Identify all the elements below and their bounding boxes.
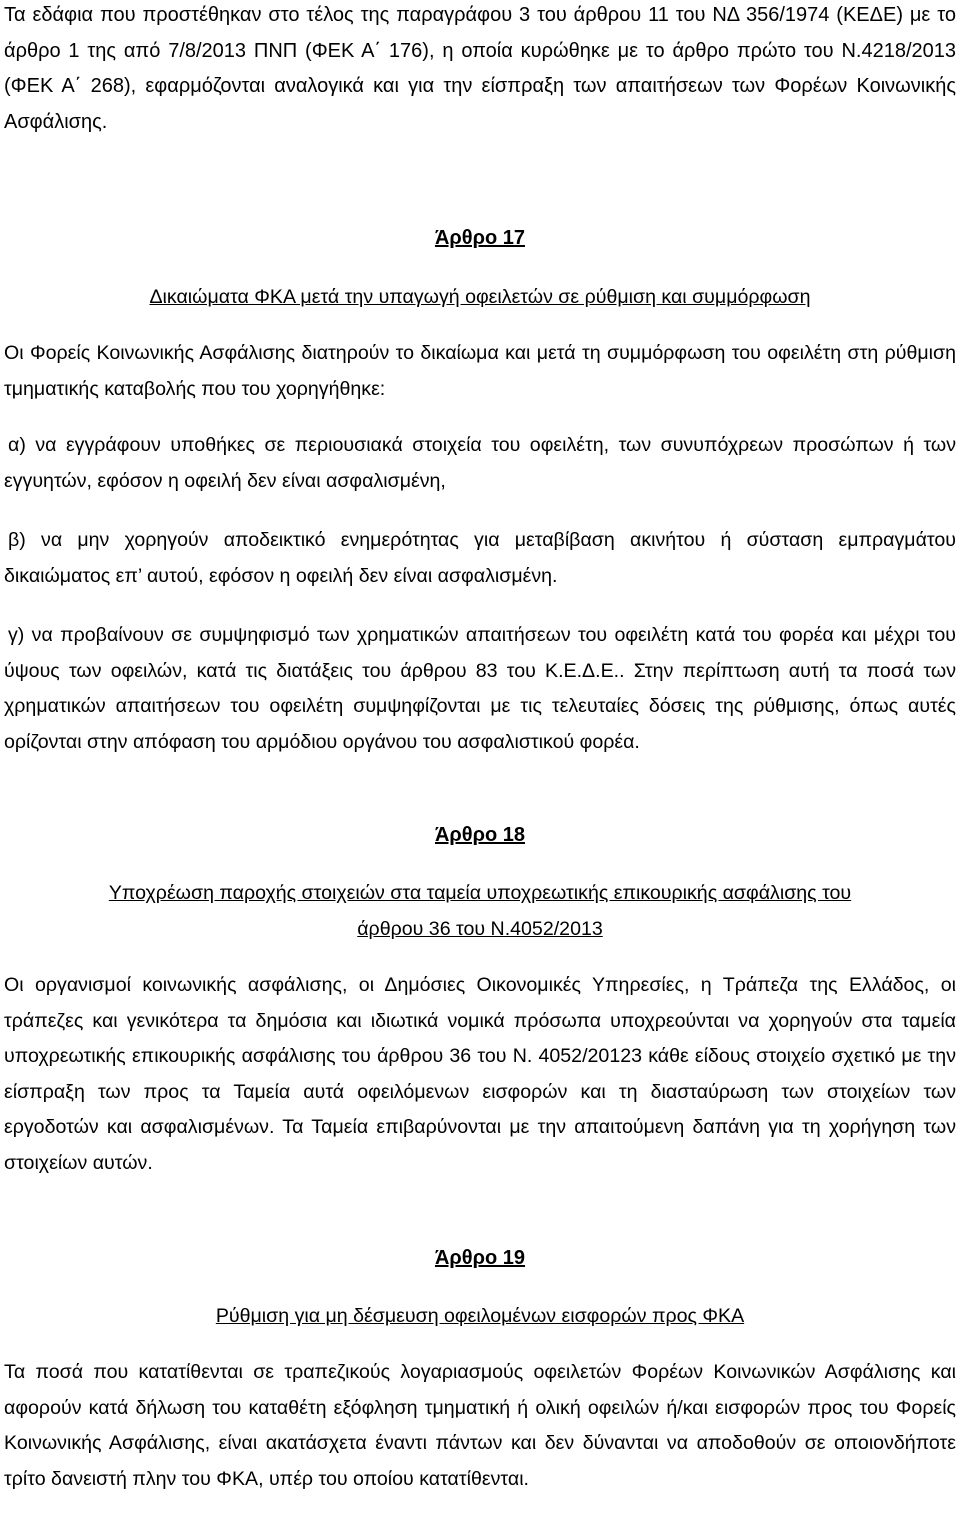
article-17-item-a: α) να εγγράφουν υποθήκες σε περιουσιακά στοιχεία του οφειλέτη, των συνυπόχρεων προσώπων ή των εγγυητών, εφόσον η οφειλή δεν είναι ασφαλισμένη,	[4, 434, 956, 492]
intro-paragraph: Τα εδάφια που προστέθηκαν στο τέλος της παραγράφου 3 του άρθρου 11 του ΝΔ 356/1974 (ΚΕΔΕ) με το άρθρο 1 της από 7/8/2013 ΠΝΠ (ΦΕΚ Α΄ 176), η οποία κυρώθηκε με το άρθρο πρώτο του Ν.4218/2013 (ΦΕΚ Α΄ 268), εφαρμόζονται αναλογικά και για την είσπραξη των απαιτήσεων των Φορέων Κοινωνικής Ασφάλισης.	[4, 4, 956, 133]
article-17-subtitle: Δικαιώματα ΦΚΑ μετά την υπαγωγή οφειλετών σε ρύθμιση και συμμόρφωση	[149, 286, 811, 308]
article-19-subtitle: Ρύθμιση για μη δέσμευση οφειλομένων εισφορών προς ΦΚΑ	[215, 1305, 745, 1327]
article-18-subtitle-line-2: άρθρου 36 του Ν.4052/2013	[357, 918, 603, 940]
article-19-paragraph: Τα ποσά που κατατίθενται σε τραπεζικούς λογαριασμούς οφειλετών Φορέων Κοινωνικών Ασφάλισης και αφορούν κατά δήλωση του καταθέτη εξόφληση τμηματική ή ολική οφειλών ή/και εισφορών προς του Φορείς Κοινωνικής Ασφάλισης, είναι ακατάσχετα έναντι πάντων και δεν δύνανται να αποδοθούν σε οποιονδήποτε τρίτο δανειστή πλην του ΦΚΑ, υπέρ του οποίου κατατίθενται.	[4, 1361, 956, 1490]
article-17-paragraph-intro: Οι Φορείς Κοινωνικής Ασφάλισης διατηρούν το δικαίωμα και μετά τη συμμόρφωση του οφειλέτη στη ρύθμιση τμηματικής καταβολής που του χορηγήθηκε:	[4, 342, 956, 400]
article-19-heading: Άρθρο 19	[434, 1247, 526, 1269]
article-17-item-b: β) να μην χορηγούν αποδεικτικό ενημερότητας για μεταβίβαση ακινήτου ή σύσταση εμπραγμάτου δικαιώματος επ’ αυτού, εφόσον η οφειλή δεν είναι ασφαλισμένη.	[4, 529, 956, 587]
article-18-paragraph: Οι οργανισμοί κοινωνικής ασφάλισης, οι Δημόσιες Οικονομικές Υπηρεσίες, η Τράπεζα της Ελλάδος, οι τράπεζες και γενικότερα τα δημόσια και ιδιωτικά νομικά πρόσωπα υποχρεούνται να χορηγούν στα ταμεία υποχρεωτικής επικουρικής ασφάλισης του άρθρου 36 του Ν. 4052/20123 κάθε είδους στοιχείο σχετικό με την είσπραξη των προς τα Ταμεία αυτά οφειλόμενων εισφορών και τη διασταύρωση των στοιχείων των εργοδοτών και ασφαλισμένων. Τα Ταμεία επιβαρύνονται με την απαιτούμενη δαπάνη για τη χορήγηση των στοιχείων αυτών.	[4, 974, 956, 1174]
article-18-heading: Άρθρο 18	[434, 824, 526, 846]
article-18-subtitle-line-1: Υποχρέωση παροχής στοιχειών στα ταμεία υποχρεωτικής επικουρικής ασφάλισης του	[108, 882, 852, 904]
article-17-heading: Άρθρο 17	[434, 227, 526, 249]
article-17-item-c: γ) να προβαίνουν σε συμψηφισμό των χρηματικών απαιτήσεων του οφειλέτη κατά του φορέα και μέχρι του ύψους των οφειλών, κατά τις διατάξεις του άρθρου 83 του Κ.Ε.Δ.Ε.. Στην περίπτωση αυτή τα ποσά των χρηματικών απαιτήσεων του οφειλέτη συμψηφίζονται με τις τελευταίες δόσεις της ρύθμισης, όπως αυτές ορίζονται στην απόφαση του αρμόδιου οργάνου του ασφαλιστικού φορέα.	[4, 624, 956, 753]
